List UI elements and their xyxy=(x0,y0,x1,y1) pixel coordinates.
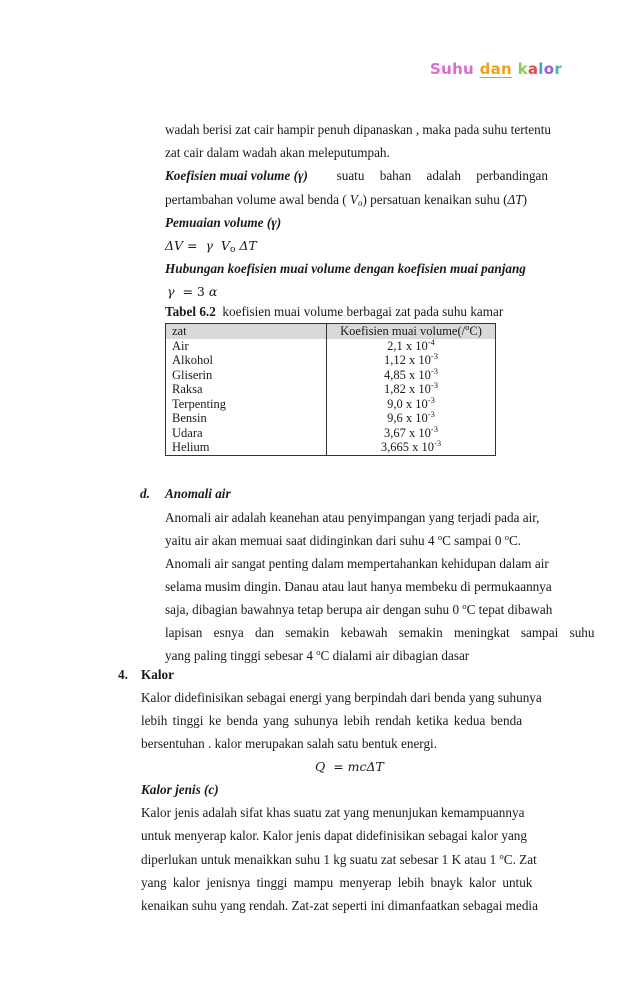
logo-letter: Suhu xyxy=(430,60,475,78)
kalor-jenis-line-1: Kalor jenis adalah sifat khas suatu zat yang menunjukan kemampuannya xyxy=(141,805,525,820)
anomali-line-3: Anomali air sangat penting dalam mempertahankan kehidupan dalam air xyxy=(165,556,549,571)
koefisien-table xyxy=(165,323,496,456)
table-header-koefisien: Koefisien muai volume(/$^o$C) xyxy=(327,324,496,339)
kalor-number: 4. xyxy=(118,667,128,682)
table-row xyxy=(166,353,496,368)
table-cell-koefisien: 4,85 x $10^{-3}$ xyxy=(327,368,496,383)
table-cell-zat: Helium xyxy=(166,440,327,455)
table-row xyxy=(166,368,496,383)
anomali-line-2: yaitu air akan memuai saat didinginkan dari suhu 4 $^o$C sampai 0 $^o$C. xyxy=(165,532,522,548)
logo-letter: l xyxy=(538,60,544,78)
logo-letter: o xyxy=(543,60,555,78)
table-row xyxy=(166,397,496,412)
table-cell-zat: Alkohol xyxy=(166,353,327,368)
anomali-line-5: saja, dibagian bawahnya tetap berupa air dengan suhu 0 $^o$C tepat dibawah xyxy=(165,601,553,617)
intro-line-2: zat cair dalam wadah akan meleputumpah. xyxy=(165,145,390,160)
table-cell-koefisien: 3,665 x $10^{-3}$ xyxy=(327,440,496,455)
kalor-formula: Q = mcΔT xyxy=(315,759,384,774)
hubungan-title: Hubungan koefisien muai volume dengan koefisien muai panjang xyxy=(165,261,526,276)
table-row xyxy=(166,411,496,426)
pemuaian-title: Pemuaian volume (γ) xyxy=(165,215,282,230)
hubungan-formula: γ = 3 α xyxy=(167,284,218,299)
anomali-line-4: selama musim dingin. Danau atau laut hanya membeku di permukaannya xyxy=(165,579,552,594)
table-header-row xyxy=(166,324,496,339)
table-header-zat: zat xyxy=(166,324,327,339)
kalor-jenis-line-2: untuk menyerap kalor. Kalor jenis dapat didefinisikan sebagai kalor yang xyxy=(141,828,527,843)
table-cell-zat: Raksa xyxy=(166,382,327,397)
anomali-title: Anomali air xyxy=(165,486,231,501)
table-cell-zat: Terpenting xyxy=(166,397,327,412)
kalor-jenis-title: Kalor jenis (c) xyxy=(141,782,219,797)
table-cell-zat: Gliserin xyxy=(166,368,327,383)
kalor-title: Kalor xyxy=(141,667,174,682)
table-cell-zat: Udara xyxy=(166,426,327,441)
logo-letter: dan xyxy=(479,60,513,78)
logo-letter: r xyxy=(554,60,563,78)
table-row xyxy=(166,440,496,455)
pemuaian-formula: ΔV = γ $V_o$ ΔT xyxy=(165,238,257,255)
koef-definition-line-2: pertambahan volume awal benda ( $V_o$) persatuan kenaikan suhu (ΔT) xyxy=(165,192,527,208)
table-caption: Tabel 6.2 koefisien muai volume berbagai zat pada suhu kamar xyxy=(165,304,504,319)
anomali-line-1: Anomali air adalah keanehan atau penyimpangan yang terjadi pada air, xyxy=(165,510,540,525)
header-logo xyxy=(430,60,562,78)
kalor-jenis-line-4: yang kalor jenisnya tinggi mampu menyerap lebih bnayk kalor untuk xyxy=(141,875,533,890)
table-row xyxy=(166,382,496,397)
intro-line-1: wadah berisi zat cair hampir penuh dipanaskan , maka pada suhu tertentu xyxy=(165,122,551,137)
table-cell-zat: Bensin xyxy=(166,411,327,426)
table-row xyxy=(166,339,496,354)
kalor-line-3: bersentuhan . kalor merupakan salah satu bentuk energi. xyxy=(141,736,438,751)
anomali-line-6: lapisan esnya dan semakin kebawah semakin meningkat sampai suhu xyxy=(165,625,595,640)
kalor-line-1: Kalor didefinisikan sebagai energi yang berpindah dari benda yang suhunya xyxy=(141,690,542,705)
table-cell-koefisien: 1,82 x $10^{-3}$ xyxy=(327,382,496,397)
table-cell-zat: Air xyxy=(166,339,327,354)
table-cell-koefisien: 1,12 x $10^{-3}$ xyxy=(327,353,496,368)
kalor-jenis-line-3: diperlukan untuk menaikkan suhu 1 kg suatu zat sebesar 1 K atau 1 $^o$C. Zat xyxy=(141,851,537,867)
logo-letter: k xyxy=(517,60,528,78)
logo-letter: a xyxy=(527,60,539,78)
table-cell-koefisien: 2,1 x $10^{-4}$ xyxy=(327,339,496,354)
table-cell-koefisien: 9,6 x $10^{-3}$ xyxy=(327,411,496,426)
anomali-line-7: yang paling tinggi sebesar 4 $^o$C dialami air dibagian dasar xyxy=(165,647,470,663)
table-cell-koefisien: 3,67 x $10^{-3}$ xyxy=(327,426,496,441)
table-row xyxy=(166,426,496,441)
table-cell-koefisien: 9,0 x $10^{-3}$ xyxy=(327,397,496,412)
kalor-line-2: lebih tinggi ke benda yang suhunya lebih rendah ketika kedua benda xyxy=(141,713,523,728)
anomali-label: d. xyxy=(140,486,150,501)
kalor-jenis-line-5: kenaikan suhu yang rendah. Zat-zat seperti ini dimanfaatkan sebagai media xyxy=(141,898,538,913)
koef-definition-line-1: Koefisien muai volume (γ) suatu bahan adalah perbandingan xyxy=(165,168,548,183)
